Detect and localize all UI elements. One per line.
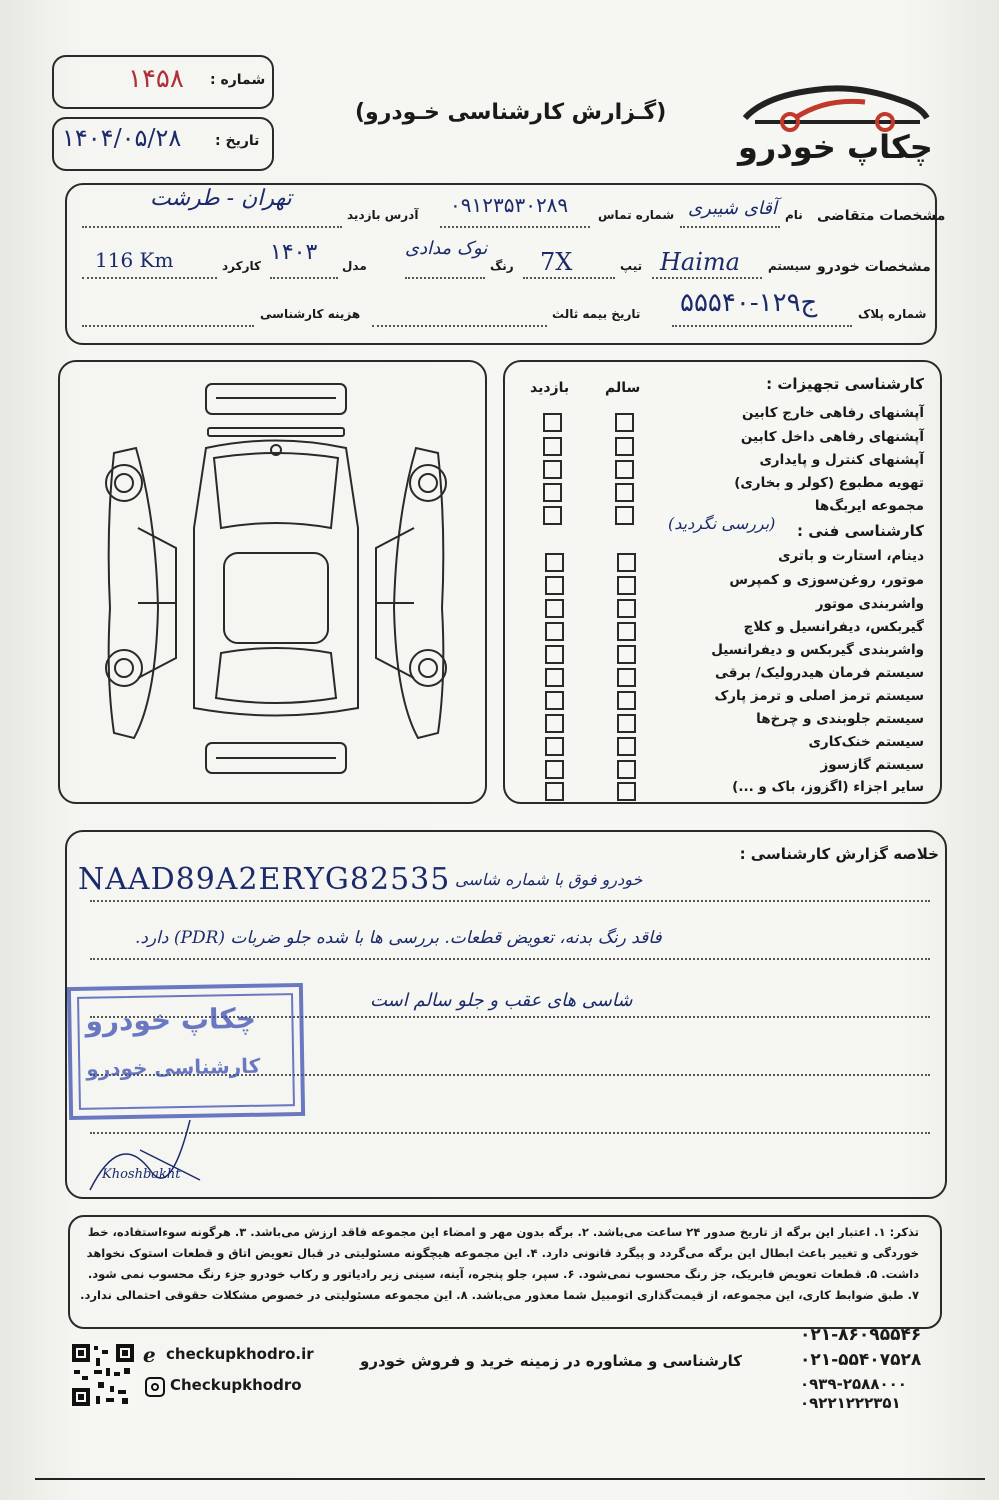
- checkbox-check[interactable]: [543, 413, 562, 432]
- stamp-line-2: کارشناسی خودرو: [86, 1053, 261, 1081]
- insurance-line: [372, 325, 547, 327]
- summary-line-3: شاسی های عقب و جلو سالم است: [370, 990, 633, 1011]
- model-line: [270, 277, 338, 279]
- phone-2: ۰۲۱-۵۵۴۰۷۵۲۸: [800, 1350, 922, 1370]
- checkbox-check[interactable]: [545, 782, 564, 801]
- checkbox-check[interactable]: [545, 737, 564, 756]
- summary-vin-text: خودرو فوق با شماره شاسی: [455, 870, 643, 889]
- vehicle-section-label: مشخصات خودرو: [817, 259, 931, 275]
- notes-line-4: ۷. طبق ضوابط کاری، این مجموعه، از قیمت‌گذاری اتومبیل شما معذور می‌باشد. ۸. این مجموعه مسئولیتی در خصوص مشکلات حقوقی احتمالی ندارد.: [80, 1288, 919, 1302]
- signature-scribble-icon: [80, 1110, 210, 1200]
- address-line: [82, 226, 342, 228]
- checkbox-ok[interactable]: [617, 576, 636, 595]
- checkbox-ok[interactable]: [617, 599, 636, 618]
- checkbox-check[interactable]: [545, 553, 564, 572]
- phone-1: ۰۲۱-۸۶۰۹۵۵۴۶: [800, 1325, 922, 1345]
- vehicle-color-value: نوک مدادی: [405, 238, 488, 259]
- list-item: سیستم خنک‌کاری: [808, 734, 924, 750]
- mileage-line: [82, 277, 217, 279]
- list-item: واشربندی موتور: [815, 596, 924, 612]
- plate-line: [672, 325, 852, 327]
- phone-4: ۰۹۲۲۱۲۲۲۳۵۱: [800, 1394, 901, 1412]
- list-item: دینام، استارت و باتری: [778, 548, 924, 564]
- stamp: [67, 983, 305, 1120]
- vehicle-type-label: تیپ: [620, 259, 643, 273]
- fee-line: [82, 325, 254, 327]
- checkbox-ok[interactable]: [615, 460, 634, 479]
- signature: Khoshbakht: [102, 1167, 181, 1182]
- list-item: سایر اجزاء (اگزوز، باک و ...): [732, 779, 924, 795]
- tagline: کارشناسی و مشاوره در زمینه خرید و فروش خودرو: [360, 1352, 742, 1370]
- checkbox-ok[interactable]: [617, 737, 636, 756]
- list-item: موتور، روغن‌سوزی و کمپرس: [729, 572, 924, 588]
- col-ok-label: سالم: [605, 380, 641, 396]
- list-item: سیستم گازسوز: [820, 757, 924, 773]
- summary-line: [90, 1132, 930, 1134]
- checkbox-ok[interactable]: [615, 483, 634, 502]
- plate-value: ۵۵۵ج۱۲۹-۴۰: [680, 288, 818, 318]
- notes-line-2: خوردگی و تغییر باعث ابطال این برگه می‌گردد و پیگرد قانونی دارد. ۴. این مجموعه هیچگونه مسئولیتی در قبال تعویض اتاق و قطعات استوک نخواهد: [86, 1246, 919, 1260]
- stamp-line-1: چکاپ خودرو: [85, 1001, 257, 1038]
- checkbox-check[interactable]: [545, 691, 564, 710]
- summary-line-2: فاقد رنگ بدنه، تعویض قطعات. بررسی ها با شده جلو ضربات (PDR) دارد.: [135, 928, 662, 948]
- date-label: تاریخ :: [215, 133, 260, 149]
- brand-name: چکاپ خودرو: [738, 128, 933, 166]
- checkbox-check[interactable]: [545, 760, 564, 779]
- vehicle-model-label: مدل: [342, 259, 367, 273]
- list-item: آپشنهای رفاهی خارج کابین: [741, 405, 924, 421]
- list-item: سیستم فرمان هیدرولیک/ برقی: [714, 665, 924, 681]
- number-value: ۱۴۵۸: [128, 64, 184, 94]
- number-label: شماره :: [210, 72, 266, 88]
- plate-label: شماره پلاک: [858, 307, 927, 321]
- customer-section-label: مشخصات متقاضی: [817, 208, 946, 224]
- checkbox-check[interactable]: [545, 576, 564, 595]
- checkbox-check[interactable]: [543, 460, 562, 479]
- checkbox-check[interactable]: [545, 714, 564, 733]
- vehicle-type-value: 7X: [540, 248, 573, 276]
- date-value: ۱۴۰۴/۰۵/۲۸: [62, 124, 182, 152]
- checkbox-check[interactable]: [543, 506, 562, 525]
- list-item: سیستم ترمز اصلی و ترمز پارک: [714, 688, 924, 704]
- list-item: آپشنهای رفاهی داخل کابین: [740, 429, 924, 445]
- instagram-icon: [145, 1377, 165, 1397]
- technical-title: کارشناسی فنی :: [797, 522, 924, 540]
- list-item: تهویه مطبوع (کولر و بخاری): [734, 475, 924, 491]
- name-line: [680, 226, 780, 228]
- website-text[interactable]: checkupkhodro.ir: [166, 1345, 314, 1363]
- vehicle-system-label: سیستم: [768, 259, 812, 273]
- equipment-title: کارشناسی تجهیزات :: [766, 375, 924, 393]
- car-diagram-icon: [96, 378, 456, 788]
- checkbox-ok[interactable]: [617, 622, 636, 641]
- notes-line-3: داشت. ۵. قطعات تعویض فابریک، جز رنگ محسوب نمی‌شود. ۶. سپر، جلو پنجره، آینه، سینی زیر رادیاتور و رکاب خودرو جزء رنگ محسوب نمی شود.: [87, 1267, 919, 1281]
- visit-address-label: آدرس بازدید: [347, 208, 419, 222]
- checkbox-ok[interactable]: [617, 760, 636, 779]
- customer-phone-value: ۰۹۱۲۳۵۳۰۲۸۹: [450, 193, 569, 217]
- checkbox-check[interactable]: [545, 668, 564, 687]
- checkbox-check[interactable]: [545, 645, 564, 664]
- customer-name-value: آقای شیبری: [688, 198, 777, 219]
- website-icon: ℯ: [143, 1343, 156, 1367]
- checkbox-ok[interactable]: [617, 714, 636, 733]
- vehicle-system-value: Haima: [660, 248, 740, 276]
- fee-label: هزینه کارشناسی: [260, 307, 361, 321]
- checkbox-ok[interactable]: [617, 553, 636, 572]
- list-item: واشربندی گیربکس و دیفرانسیل: [711, 642, 924, 658]
- technical-note: (بررسی نگردید): [668, 514, 776, 533]
- phone-3: ۰۹۳۹-۲۵۸۸۰۰۰: [800, 1375, 907, 1393]
- checkbox-ok[interactable]: [617, 645, 636, 664]
- checkbox-check[interactable]: [543, 437, 562, 456]
- instagram-text[interactable]: Checkupkhodro: [170, 1376, 302, 1394]
- color-line: [405, 277, 485, 279]
- checkbox-ok[interactable]: [615, 506, 634, 525]
- notes-line-1: تذکر: ۱. اعتبار این برگه از تاریخ صدور ۲۴ ساعت می‌باشد. ۲. برگه بدون مهر و امضاء این مجموعه فاقد ارزش می‌باشد. ۳. هرگونه سوءاستفاده، خط: [87, 1225, 919, 1239]
- visit-address-value: تهران - طرشت: [150, 186, 292, 211]
- vehicle-mileage-label: کارکرد: [222, 259, 261, 273]
- customer-name-label: نام: [785, 208, 803, 222]
- system-line: [652, 277, 762, 279]
- checkbox-ok[interactable]: [615, 437, 634, 456]
- vehicle-color-label: رنگ: [490, 259, 514, 273]
- col-check-label: بازدید: [530, 380, 570, 396]
- checkbox-check[interactable]: [545, 622, 564, 641]
- summary-title: خلاصه گزارش کارشناسی :: [739, 845, 939, 863]
- type-line: [523, 277, 615, 279]
- insurance-date-label: تاریخ بیمه ثالث: [552, 307, 641, 321]
- checkbox-ok[interactable]: [617, 691, 636, 710]
- summary-line: [90, 958, 930, 960]
- list-item: سیستم جلوبندی و چرخ‌ها: [756, 711, 924, 727]
- list-item: گیربکس، دیفرانسیل و کلاچ: [743, 619, 924, 635]
- summary-vin: NAAD89A2ERYG82535: [78, 862, 451, 897]
- customer-phone-label: شماره تماس: [598, 208, 675, 222]
- phone-line: [440, 226, 590, 228]
- qr-code-icon: [70, 1342, 136, 1408]
- checkbox-ok[interactable]: [617, 782, 636, 801]
- list-item: آپشنهای کنترل و پایداری: [759, 452, 924, 468]
- checkbox-check[interactable]: [545, 599, 564, 618]
- report-title: (گـزارش کارشناسی خـودرو): [355, 100, 667, 125]
- checkbox-ok[interactable]: [617, 668, 636, 687]
- vehicle-model-value: ۱۴۰۳: [270, 240, 318, 265]
- summary-line: [90, 900, 930, 902]
- checkbox-check[interactable]: [543, 483, 562, 502]
- bottom-rule: [35, 1478, 985, 1480]
- list-item: مجموعه ایربگ‌ها: [814, 498, 924, 514]
- checkbox-ok[interactable]: [615, 413, 634, 432]
- vehicle-mileage-value: 116 Km: [95, 248, 174, 272]
